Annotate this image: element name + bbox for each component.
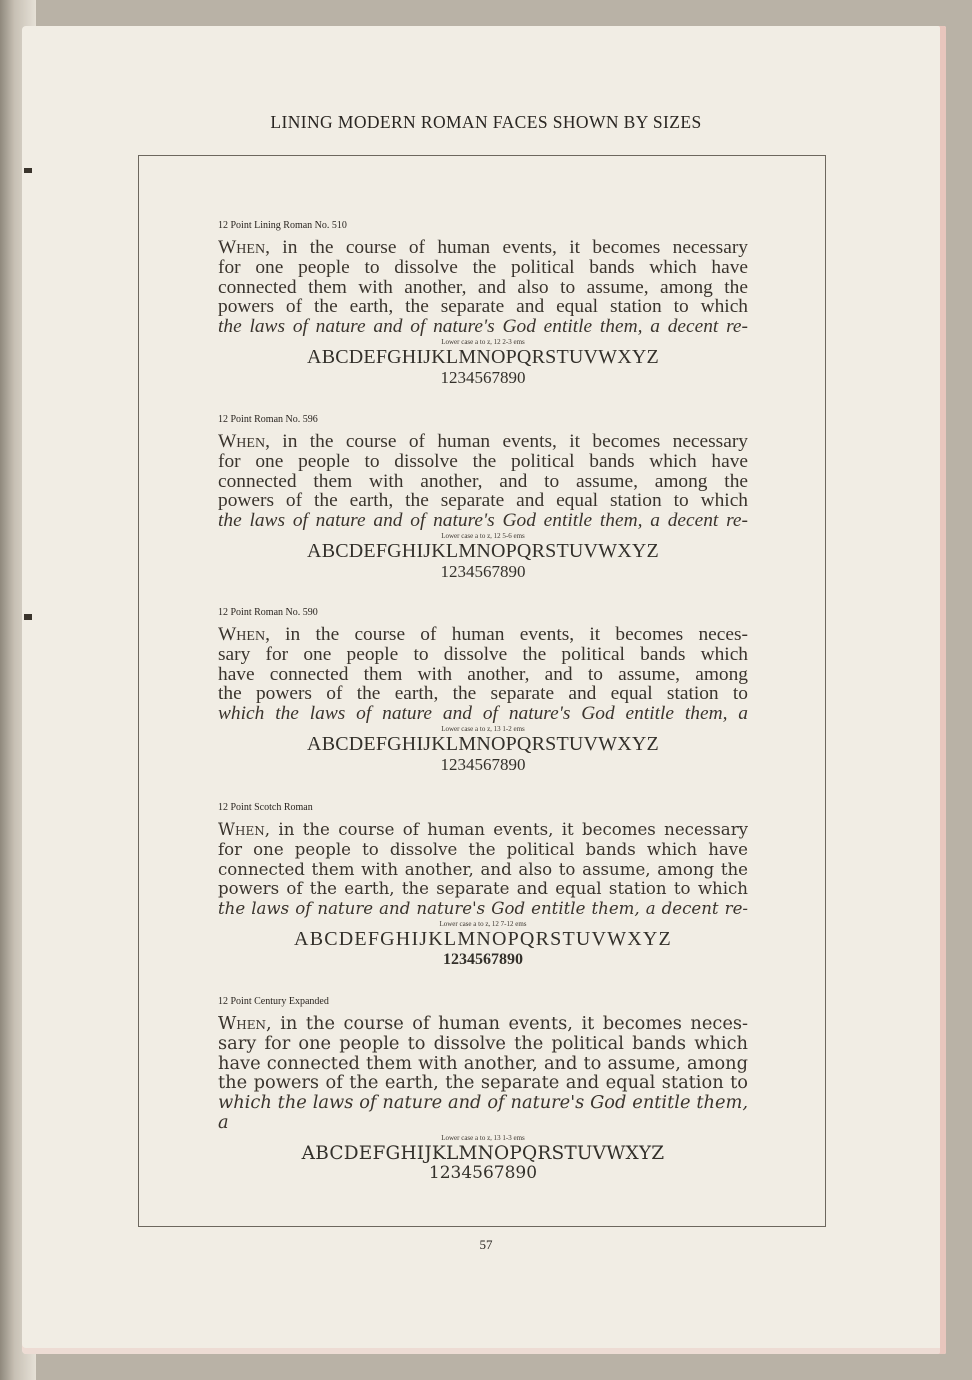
specimen-century-expanded [218,996,748,1183]
specimen-text [218,820,748,919]
specimen-label: 12 Point Roman No. 596 [218,414,318,425]
capitals-alphabet: ABCDEFGHIJKLMNOPQRSTUVWXYZ [307,732,659,755]
text-line: the powers of the earth, the separate and equal station to [218,1072,748,1094]
specimen-roman-590 [218,607,748,774]
text-line: for one people to dissolve the political bands which have [218,839,748,859]
text-line: connected them with another, and to assume, among the [218,470,748,492]
text-line: have connected them with another, and to assume, among [218,1052,748,1074]
text-line: powers of the earth, the separate and equal station to which [218,490,748,512]
numerals: 1234567890 [440,561,526,581]
numerals: 1234567890 [443,950,523,968]
specimen-scotch-roman [218,802,748,969]
lead-word: When [218,624,266,645]
numerals: 1234567890 [428,1162,538,1183]
capitals-alphabet: ABCDEFGHIJKLMNOPQRSTUVWXYZ [307,345,659,368]
text-line: the powers of the earth, the separate and equal station to [218,683,748,705]
text-line: have connected them with another, and to assume, among [218,663,748,685]
lowercase-note: Lower case a to z, 13 1-2 ems [441,724,525,733]
italic-line: which the laws of nature and of nature's God entitle them, a [218,703,748,725]
text-line: sary for one people to dissolve the political bands which [218,643,748,665]
text-line: powers of the earth, the separate and equal station to which [218,879,748,899]
running-head: LINING MODERN ROMAN FACES SHOWN BY SIZES [270,112,702,132]
text-line: connected them with another, and also to assume, among the [218,859,748,879]
binding-mark [24,614,32,620]
text-line: sary for one people to dissolve the political bands which [218,1032,748,1054]
text-line: powers of the earth, the separate and equal station to which [218,296,748,318]
capitals-alphabet: ABCDEFGHIJKLMNOPQRSTUVWXYZ [294,927,672,950]
text-line: connected them with another, and also to assume, among the [218,276,748,298]
specimen-text [218,238,748,337]
italic-line: the laws of nature and nature's God entitle them, a decent re- [218,899,748,919]
specimen-text [218,625,748,724]
italic-line: the laws of nature and of nature's God entitle them, a decent re- [218,316,748,338]
text-line: , in the course of human events, it becomes necessary [264,820,748,839]
specimen-label: 12 Point Scotch Roman [218,802,313,813]
numerals: 1234567890 [440,367,526,387]
text-line: , in the course of human events, it becomes necessary [265,431,748,452]
lowercase-note: Lower case a to z, 12 5-6 ems [441,531,525,540]
lead-word: When [218,431,266,452]
lowercase-note: Lower case a to z, 12 2-3 ems [441,337,525,346]
italic-line: the laws of nature and of nature's God entitle them, a decent re- [218,510,748,532]
text-line: for one people to dissolve the political bands which have [218,450,748,472]
numerals: 1234567890 [440,754,526,774]
text-line: , in the course of human events, it becomes neces- [266,1013,748,1034]
italic-line: which the laws of nature and of nature's God entitle them, a [218,1092,748,1133]
lowercase-note: Lower case a to z, 13 1-3 ems [441,1133,525,1142]
specimen-text [218,432,748,531]
specimen-roman-596 [218,414,748,581]
lead-word: When [218,1013,267,1034]
capitals-alphabet: ABCDEFGHIJKLMNOPQRSTUVWXYZ [301,1142,665,1164]
text-line: for one people to dissolve the political bands which have [218,256,748,278]
page-number: 57 [479,1237,493,1252]
text-line: , in the course of human events, it becomes neces- [265,624,748,645]
specimen-lining-roman-510 [218,220,748,387]
specimen-label: 12 Point Century Expanded [218,996,329,1007]
specimen-text [218,1014,748,1133]
specimen-label: 12 Point Lining Roman No. 510 [218,220,347,231]
lead-word: When [218,237,266,258]
capitals-alphabet: ABCDEFGHIJKLMNOPQRSTUVWXYZ [307,539,659,562]
binding-mark [24,168,32,173]
specimen-label: 12 Point Roman No. 590 [218,607,318,618]
text-line: , in the course of human events, it becomes necessary [265,237,748,258]
lowercase-note: Lower case a to z, 12 7-12 ems [439,919,527,928]
lead-word: When [218,820,265,839]
